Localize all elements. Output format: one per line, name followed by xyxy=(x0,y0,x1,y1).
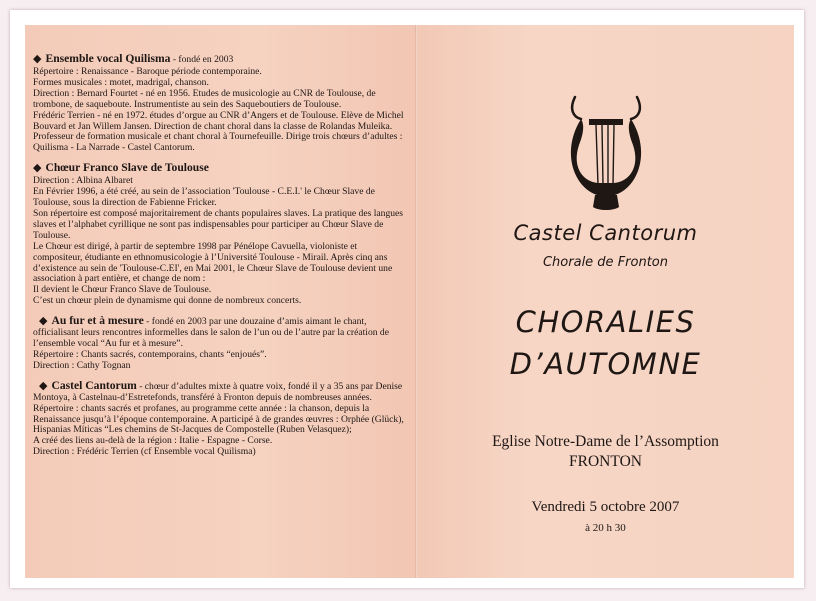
event-date: Vendredi 5 octobre 2007 xyxy=(531,499,680,515)
paragraph: C’est un chœur plein de dynamisme qui donne de nombreux concerts. xyxy=(33,295,302,307)
section-title: ◆ Au fur et à mesure - fondé en 2003 par une douzaine d’amis aimant le chant, officialisant leurs rencontres informelles dans le salon de l’un ou de l’autre par la création de l’ensemble vocal “Au fur et à mesure”. xyxy=(33,314,389,350)
paragraph: Répertoire : Chants sacrés, contemporains, chants “enjoués”. xyxy=(33,348,267,360)
program-leaflet xyxy=(25,25,794,578)
section-castel-cantorum xyxy=(33,379,409,458)
paragraph: En Février 1996, a été créé, au sein de l’association 'Toulouse - C.E.I.' le Chœur Slave de Toulouse, sous la direction de Fabienne Fricker. xyxy=(33,186,375,209)
paragraph: Répertoire : chants sacrés et profanes, au programme cette année : la chanson, depuis la Renaissance jusqu’à l’époque contemporaine. A participé à de grandes œuvres : Orphée (Glück), Hispanias Míticas “Les chemins de St-Jacques de Compostelle (Ruben Velasquez); xyxy=(33,402,404,436)
paragraph: Direction : Cathy Tognan xyxy=(33,359,131,371)
paragraph: Le Chœur est dirigé, à partir de septembre 1998 par Pénélope Cavuella, violoniste et compositeur, étudiante en ethnomusicologie à l’Université Toulouse - Mirail. Après cinq ans d’existence au sein de 'Toulouse-C.EI', en Mai 2001, le Chœur Slave de Toulouse devient une association à part entière, et change de nom : xyxy=(33,240,393,285)
section-quilisma xyxy=(33,52,409,154)
diamond-bullet-icon: ◆ xyxy=(39,379,48,392)
venue: Eglise Notre-Dame de l’Assomption xyxy=(492,433,719,450)
paragraph: Son répertoire est composé majoritairement de chants populaires slaves. La pratique des langues slaves et l’alphabet cyrillique ne sont pas indispensables pour participer au Chœur Slave de Toulouse. xyxy=(33,207,404,241)
section-au-fur-et-a-mesure xyxy=(33,314,409,372)
organizer-name: Castel Cantorum xyxy=(513,221,698,245)
event-title-line2: D’AUTOMNE xyxy=(509,347,702,381)
paragraph: Il devient le Chœur Franco Slave de Toulouse. xyxy=(33,284,212,296)
paragraph: Répertoire : Renaissance - Baroque période contemporaine. xyxy=(33,66,262,77)
lyre-icon xyxy=(567,95,645,211)
paragraph: Frédéric Terrien - né en 1972. études d’orgue au CNR d’Angers et de Toulouse. Elève de Michel Bouvard et Jan Willem Jansen. Direction de chant choral dans la classe de Rolandas Muleika. Professeur de formation musicale et chant choral à Tournefeuille. Dirige trois chœurs d’adultes : Quilisma - La Narrade - Castel Cantorum. xyxy=(33,109,404,154)
section-franco-slave xyxy=(33,161,409,307)
town: FRONTON xyxy=(569,453,642,470)
diamond-bullet-icon: ◆ xyxy=(39,315,48,328)
right-page xyxy=(417,25,794,578)
organizer-subtitle: Chorale de Fronton xyxy=(542,255,668,270)
diamond-bullet-icon: ◆ xyxy=(33,53,42,65)
section-title: ◆ Ensemble vocal Quilisma - fondé en 2003 xyxy=(33,52,234,65)
left-page xyxy=(25,25,416,578)
diamond-bullet-icon: ◆ xyxy=(33,162,42,175)
paragraph: Direction : Bernard Fourtet - né en 1956. Etudes de musicologie au CNR de Toulouse, de trombone, de saqueboute. Instrumentiste au sein des Saqueboutiers de Toulouse. xyxy=(33,87,376,110)
event-title-line1: CHORALIES xyxy=(515,305,696,339)
choir-descriptions xyxy=(33,52,409,465)
paragraph: Direction : Frédéric Terrien (cf Ensemble vocal Quilisma) xyxy=(33,446,256,458)
section-title: ◆ Chœur Franco Slave de Toulouse xyxy=(33,161,209,175)
event-time: à 20 h 30 xyxy=(585,522,626,534)
paragraph: A créé des liens au-delà de la région : Italie - Espagne - Corse. xyxy=(33,435,273,447)
photo-frame xyxy=(10,10,804,588)
section-title: ◆ Castel Cantorum - chœur d’adultes mixte à quatre voix, fondé il y a 35 ans par Denise Montoya, à Castelnau-d’Estretefonds, transféré à Fronton depuis de nombreuses années. xyxy=(33,378,403,403)
paragraph: Direction : Albina Albaret xyxy=(33,175,133,187)
paragraph: Formes musicales : motet, madrigal, chanson. xyxy=(33,76,209,88)
